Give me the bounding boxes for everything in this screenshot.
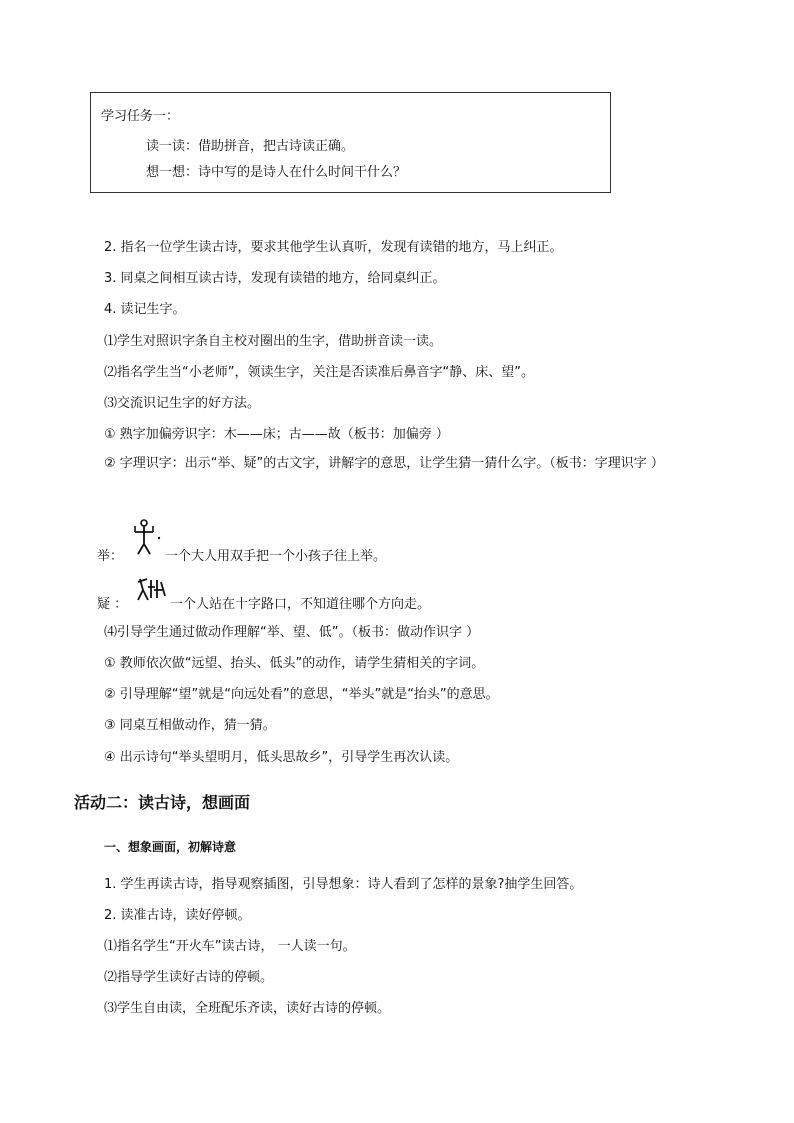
step-2: 2. 指名一位学生读古诗，要求其他学生认真听，发现有读错的地方，马上纠正。 — [104, 240, 563, 255]
sub-step-2: ⑵指名学生当“小老师”，领读生字，关注是否读准后鼻音字“静、床、望”。 — [104, 365, 534, 380]
action-4: ④ 出示诗句“举头望明月，低头思故乡”，引导学生再次认读。 — [104, 750, 459, 765]
method-2: ② 字理识字：出示“举、疑”的古文字，讲解字的意思，让学生猜一猜什么字。（板书：字理识字 ） — [104, 456, 664, 471]
task-box — [90, 92, 611, 193]
activity-two-heading: 活动二：读古诗，想画面 — [74, 793, 251, 812]
task-read: 读一读：借助拼音，把古诗读正确。 — [146, 139, 355, 154]
action-1: ① 教师依次做“远望、抬头、低头”的动作，请学生猜相关的字词。 — [104, 656, 485, 671]
ancient-ju-glyph-icon — [131, 518, 165, 556]
yi-label: 疑 ： — [97, 597, 128, 612]
sub-step-4: ⑷引导学生通过做动作理解“举、望、低”。（板书：做动作识字 ） — [104, 625, 480, 640]
yi-explanation: 一个人站在十字路口，不知道往哪个方向走。 — [170, 597, 431, 612]
section-one-heading: 一、想象画面，初解诗意 — [104, 840, 237, 854]
sub-step-1: ⑴学生对照识字条自主校对圈出的生字，借助拼音读一读。 — [104, 334, 443, 349]
ju-label: 举： — [97, 549, 124, 564]
ju-explanation: 一个大人用双手把一个小孩子往上举。 — [165, 549, 387, 564]
activity-sub-1: ⑴指名学生“开火车”读古诗， 一人读一句。 — [104, 939, 356, 954]
activity-step-1: 1. 学生再读古诗，指导观察插图，引导想象：诗人看到了怎样的景象?抽学生回答。 — [104, 877, 583, 892]
action-2: ② 引导理解“望”就是“向远处看”的意思，“举头”就是“抬头”的意思。 — [104, 687, 499, 702]
action-3: ③ 同桌互相做动作，猜一猜。 — [104, 718, 276, 733]
ancient-yi-glyph-icon — [135, 576, 169, 602]
activity-sub-2: ⑵指导学生读好古诗的停顿。 — [104, 970, 274, 985]
activity-sub-3: ⑶学生自由读，全班配乐齐读，读好古诗的停顿。 — [104, 1001, 391, 1016]
sub-step-3: ⑶交流识记生字的好方法。 — [104, 396, 261, 411]
task-think: 想一想：诗中写的是诗人在什么时间干什么？ — [146, 165, 407, 180]
method-1: ① 熟字加偏旁识字：木——床；古——故（板书：加偏旁 ） — [104, 427, 449, 442]
step-3: 3. 同桌之间相互读古诗，发现有读错的地方，给同桌纠正。 — [104, 271, 446, 286]
activity-step-2: 2. 读准古诗，读好停顿。 — [104, 908, 251, 923]
step-4: 4. 读记生字。 — [104, 302, 186, 317]
task-title: 学习任务一： — [101, 109, 180, 124]
